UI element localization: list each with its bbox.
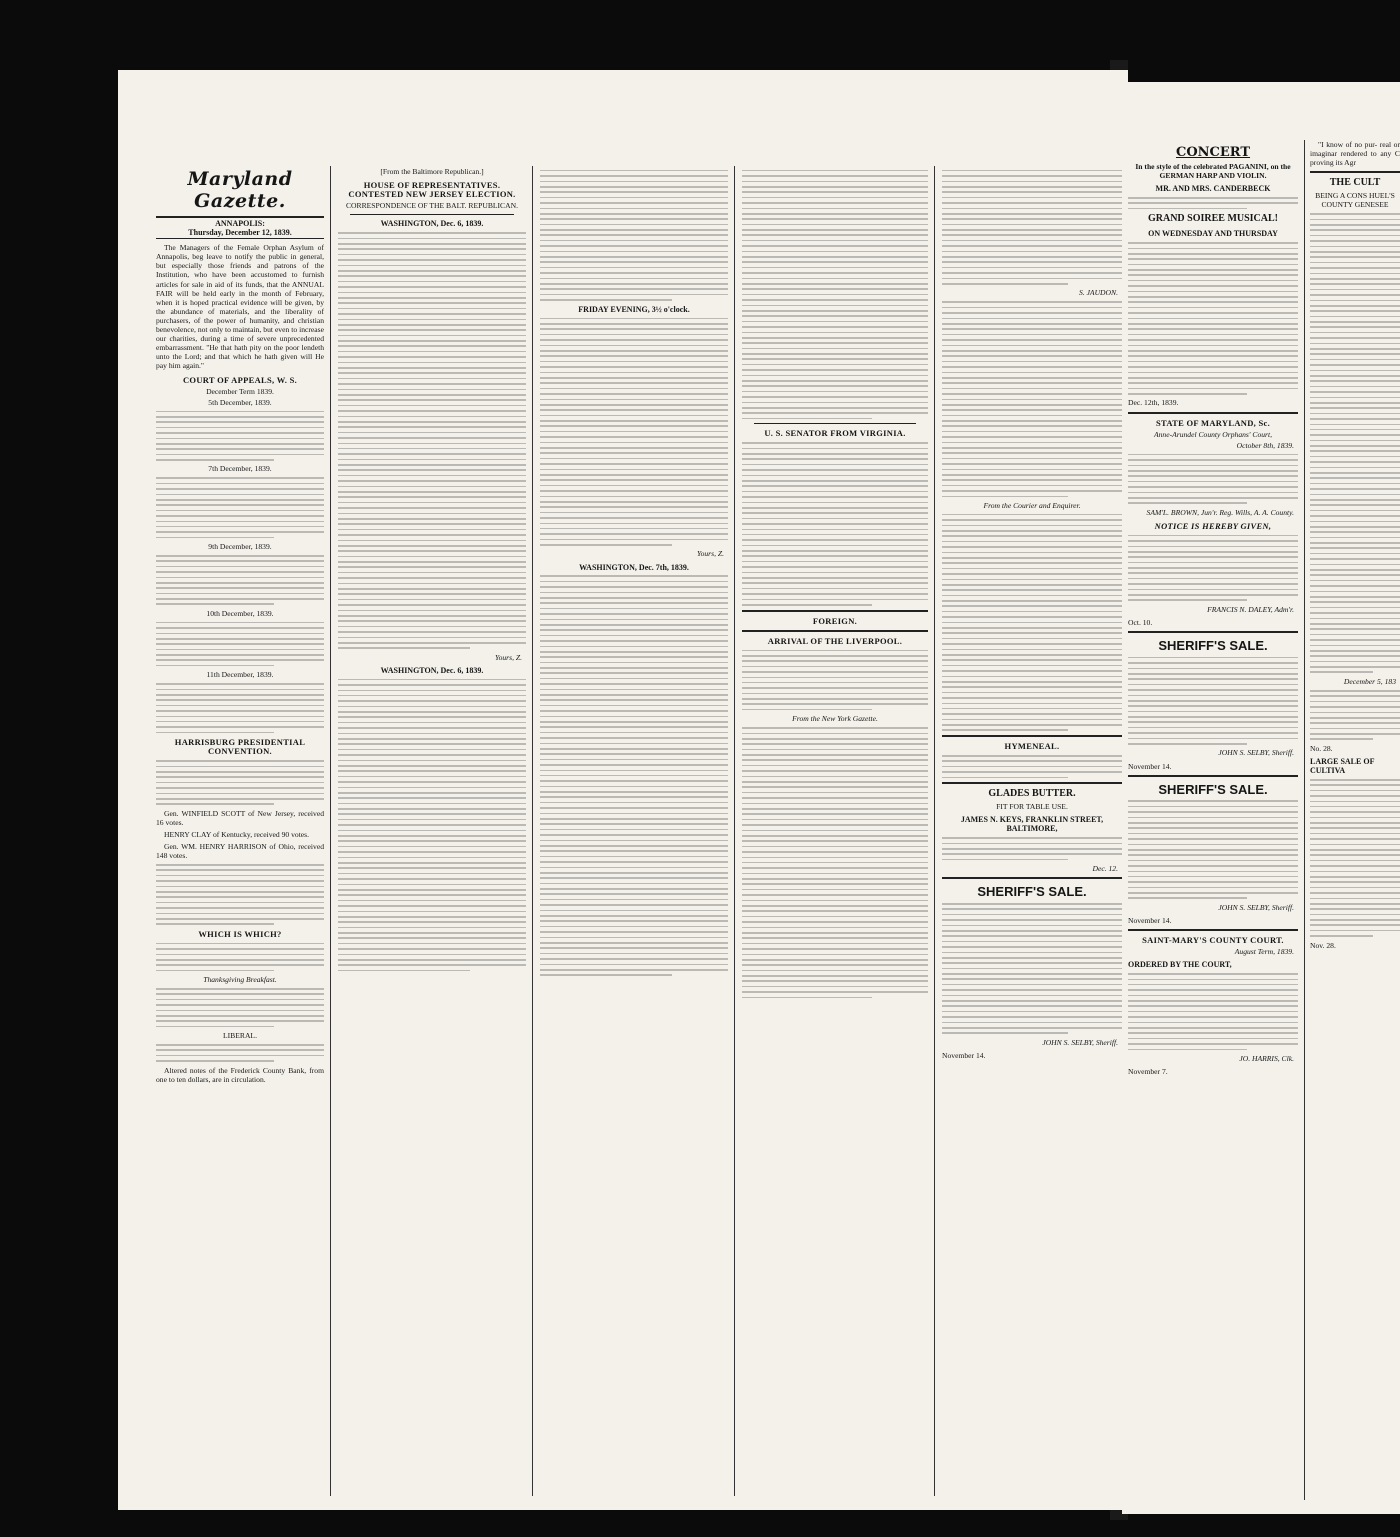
concert-sub: In the style of the celebrated PAGANINI, on the GERMAN HARP AND VIOLIN.: [1135, 162, 1291, 181]
divider: [942, 877, 1122, 879]
admin-date: Oct. 10.: [1128, 617, 1153, 627]
candidate-clay: HENRY CLAY of Kentucky, received 90 votes.: [164, 829, 310, 839]
signature-z-1: Yours, Z.: [495, 652, 522, 662]
notice-text: [1128, 535, 1298, 601]
convention-heading: HARRISBURG PRESIDENTIAL CONVENTION.: [174, 737, 306, 757]
column-4: [742, 166, 928, 1506]
right-column-rule: [1304, 140, 1305, 1500]
place: ANNAPOLIS:: [215, 219, 265, 228]
courier-credit: [942, 501, 1122, 510]
col4-text-3: [742, 650, 928, 711]
far-col-text-3: [1310, 779, 1400, 937]
register-signature: SAM'L. BROWN, Jun'r. Reg. Wills, A. A. County.: [1146, 507, 1294, 517]
court-date-5: 11th December, 1839.: [206, 670, 274, 680]
st-marys-heading: SAINT-MARY'S COUNTY COURT.: [1142, 935, 1284, 946]
court-date-3: 9th December, 1839.: [208, 542, 272, 552]
sheriff-signature: JOHN S. SELBY, Sheriff.: [1042, 1037, 1118, 1047]
column-2: [338, 166, 526, 1506]
divider: [350, 214, 514, 215]
liberal-text: [156, 1044, 324, 1062]
jaudon-signature: S. JAUDON.: [1078, 288, 1118, 298]
concert-names: MR. AND MRS. CANDERBECK: [1155, 184, 1271, 194]
court-date-1: 5th December, 1839.: [208, 397, 272, 407]
frederick-notice: Altered notes of the Frederick County Bank, from one to ten dollars, are in circulation.: [156, 1065, 324, 1084]
thanksgiving-text: [156, 988, 324, 1027]
right-sheriff-text-1: [1128, 657, 1298, 745]
court-text-3: [156, 555, 324, 605]
column-3: [540, 166, 728, 1506]
harrisburg-text: [156, 864, 324, 925]
col2-text-2: [338, 679, 526, 972]
far-col-heading: THE CULT: [1329, 177, 1381, 189]
newspaper-page-left: [118, 70, 1128, 1510]
gazette-credit-label: From the New York Gazette.: [792, 714, 878, 724]
which-heading: WHICH IS WHICH?: [198, 928, 282, 939]
right-nov-date-2: November 14.: [1128, 915, 1172, 925]
masthead: Maryland Gazette.: [187, 168, 293, 212]
clerk-signature: JO. HARRIS, Clk.: [1239, 1053, 1294, 1063]
col5-text-2: [942, 301, 1122, 497]
right-sheriff-heading-2: SHERIFF'S SALE.: [1158, 781, 1268, 797]
glades-seller: JAMES N. KEYS, FRANKLIN STREET, BALTIMORE,: [960, 815, 1104, 834]
divider: [942, 782, 1122, 784]
which-text: [156, 943, 324, 972]
court-text-1: [156, 411, 324, 461]
divider: [1128, 412, 1298, 414]
divider: [754, 423, 916, 424]
dateline-washington-3: WASHINGTON, Dec. 7th, 1839.: [579, 562, 689, 572]
soiree-heading: GRAND SOIREE MUSICAL!: [1147, 213, 1278, 225]
col4-text-4: [742, 727, 928, 998]
ordered-heading: ORDERED BY THE COURT,: [1128, 960, 1232, 970]
soiree-days: ON WEDNESDAY AND THURSDAY: [1148, 229, 1278, 239]
court-term: December Term 1839.: [206, 386, 274, 396]
concert-text-1: [1128, 197, 1298, 209]
column-5: [942, 166, 1122, 1506]
st-marys-term: August Term, 1839.: [1234, 947, 1294, 957]
col2-credit: [From the Baltimore Republican.]: [380, 167, 484, 176]
right-sheriff-text-2: [1128, 800, 1298, 899]
friday-heading: FRIDAY EVENING, 3½ o'clock.: [578, 304, 690, 314]
orphans-text: [1128, 454, 1298, 504]
court-text-2: [156, 477, 324, 538]
dateline-washington-1: WASHINGTON, Dec. 6, 1839.: [380, 219, 484, 229]
candidate-scott: Gen. WINFIELD SCOTT of New Jersey, received 16 votes.: [156, 808, 324, 827]
far-col-text-2: [1310, 690, 1400, 740]
column-rule-2: [532, 166, 533, 1496]
soiree-date: Dec. 12th, 1839.: [1128, 398, 1179, 408]
glades-date: Dec. 12.: [1092, 864, 1118, 874]
dateline-washington-2: WASHINGTON, Dec. 6, 1839.: [380, 665, 484, 675]
glades-heading: GLADES BUTTER.: [988, 788, 1076, 800]
column-1: [156, 166, 324, 1506]
court-date-4: 10th December, 1839.: [206, 608, 274, 618]
divider: [1310, 171, 1400, 173]
orphans-court: [1128, 430, 1298, 439]
col5-text-3: [942, 514, 1122, 731]
far-col-end: Nov. 28.: [1310, 940, 1336, 950]
gazette-credit: [742, 714, 928, 723]
far-col-date: December 5, 183: [1343, 676, 1396, 686]
state-heading: STATE OF MARYLAND, Sc.: [1155, 417, 1271, 428]
column-rule-4: [934, 166, 935, 1496]
right-column-1: [1128, 140, 1298, 1510]
col2-title: HOUSE OF REPRESENTATIVES. CONTESTED NEW JERSEY ELECTION.: [348, 180, 516, 200]
convention-text: [156, 760, 324, 805]
courier-credit-label: From the Courier and Enquirer.: [983, 500, 1081, 510]
fair-notice: The Managers of the Female Orphan Asylum of Annapolis, beg leave to notify the public in general, but especially those friends and patrons of the Institution, who have been accustomed to furnish articles for sale in aid of its funds, that the ANNUAL FAIR will be held early in the month of February, when it is hoped practical evidence will be given, by the abundance of materials, and the liberality of purchasers, of the power of humanity, and christian benevolence, not only to maintain, but even to increase our charities, during a time of severe unprecedented embarrassment. "He that hath pity on the poor lendeth unto the Lord; and that which he hath given will He pay him again.": [156, 243, 324, 371]
column-rule-1: [330, 166, 331, 1496]
orphans-court-label: Anne-Arundel County Orphans' Court,: [1153, 429, 1273, 439]
right-column-2: [1310, 140, 1400, 1510]
orphans-date: October 8th, 1839.: [1236, 440, 1294, 450]
candidate-harrison: Gen. WM. HENRY HARRISON of Ohio, received 148 votes.: [156, 842, 324, 861]
issue-date: Thursday, December 12, 1839.: [188, 228, 292, 238]
notice-heading: NOTICE IS HEREBY GIVEN,: [1154, 520, 1272, 531]
sheriff-sale-text: [942, 903, 1122, 1034]
foreign-heading: FOREIGN.: [812, 615, 858, 626]
court-text-4: [156, 622, 324, 667]
signature-z-2: Yours, Z.: [697, 549, 724, 559]
col3-text-1: [540, 170, 728, 301]
sheriff-sale-heading: SHERIFF'S SALE.: [977, 884, 1087, 900]
right-nov-date-1: November 14.: [1128, 761, 1172, 771]
court-heading: COURT OF APPEALS, W. S.: [182, 374, 298, 385]
thanksgiving-label: Thanksgiving Breakfast.: [203, 975, 277, 985]
court-date-2: 7th December, 1839.: [208, 464, 272, 474]
far-col-sub: BEING A CONS HUEL'S COUNTY GENESEE: [1315, 191, 1395, 210]
right-sheriff-signature-1: JOHN S. SELBY, Sheriff.: [1218, 748, 1294, 758]
divider: [1128, 929, 1298, 931]
col3-text-2: [540, 318, 728, 546]
right-sheriff-signature-2: JOHN S. SELBY, Sheriff.: [1218, 902, 1294, 912]
far-col-text-1: [1310, 213, 1400, 673]
divider: [742, 610, 928, 612]
col2-text-1: [338, 232, 526, 649]
divider: [1128, 775, 1298, 777]
divider: [942, 735, 1122, 737]
col5-text-1: [942, 170, 1122, 285]
dateline: [156, 216, 324, 239]
col3-text-3: [540, 575, 728, 976]
column-rule-3: [734, 166, 735, 1496]
sheriff-date: November 14.: [942, 1050, 986, 1060]
col2-correspondence: CORRESPONDENCE OF THE BALT. REPUBLICAN.: [345, 201, 518, 211]
concert-text-2: [1128, 242, 1298, 395]
st-marys-text: [1128, 973, 1298, 1050]
administrator-signature: FRANCIS N. DALEY, Adm'r.: [1207, 604, 1294, 614]
court-text-5: [156, 683, 324, 733]
col4-text-1: [742, 170, 928, 420]
divider: [1128, 631, 1298, 633]
hymeneal-text: [942, 755, 1122, 778]
far-col-quote: "I know of no pur- real or imaginar rendered to any C proving its Agr: [1310, 140, 1400, 168]
divider: [742, 630, 928, 632]
newspaper-page-right: [1122, 82, 1400, 1514]
liverpool-heading: ARRIVAL OF THE LIVERPOOL.: [767, 635, 903, 646]
liberal-heading: LIBERAL.: [223, 1031, 257, 1041]
nov-7-date: November 7.: [1128, 1067, 1168, 1077]
glades-text: [942, 837, 1122, 860]
glades-sub: FIT FOR TABLE USE.: [996, 802, 1068, 812]
hymeneal-heading: HYMENEAL.: [1004, 741, 1060, 752]
right-sheriff-heading-1: SHERIFF'S SALE.: [1158, 638, 1268, 653]
thanksgiving-heading: [156, 975, 324, 984]
concert-heading: CONCERT: [1175, 145, 1251, 160]
senator-heading: U. S. SENATOR FROM VIRGINIA.: [764, 428, 906, 439]
far-col-large-sale: LARGE SALE OF CULTIVA: [1310, 756, 1375, 776]
far-col-no: No. 28.: [1310, 743, 1333, 753]
col4-text-2: [742, 442, 928, 605]
